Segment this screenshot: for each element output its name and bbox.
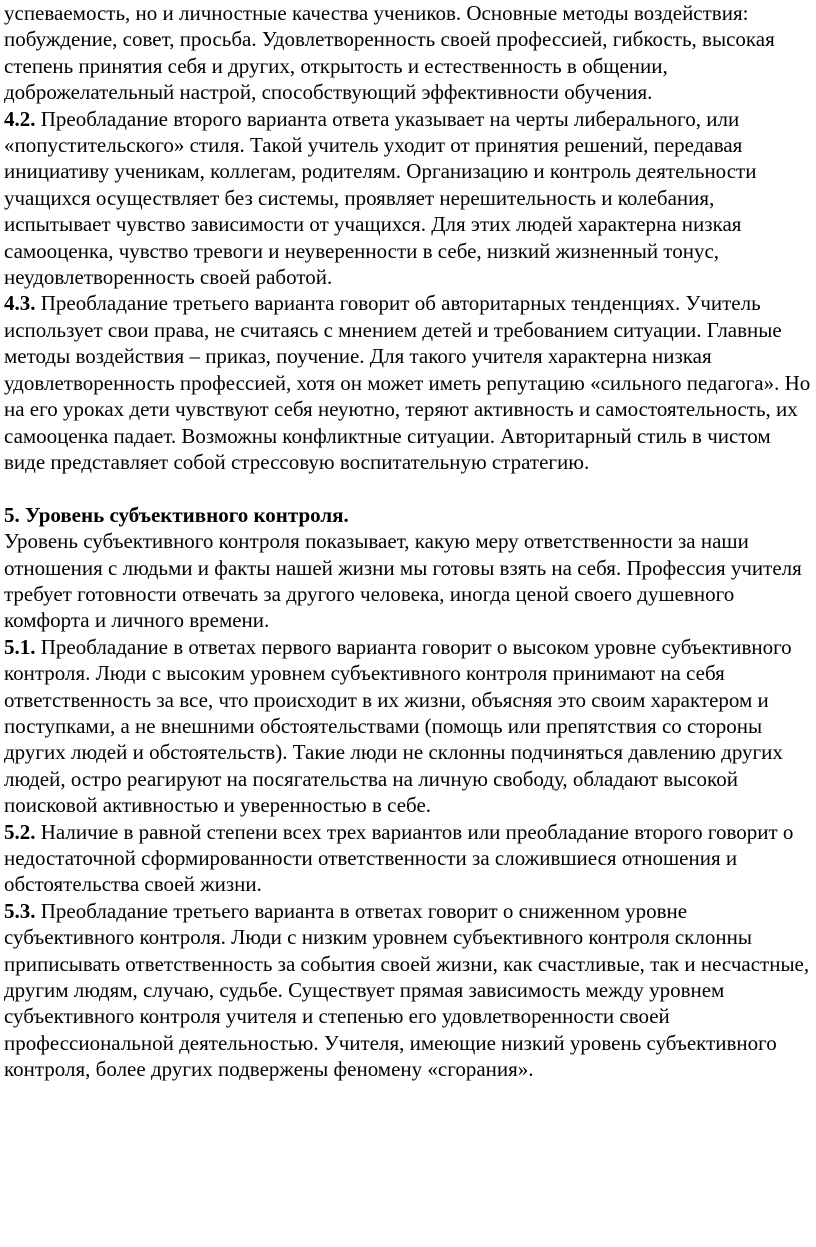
paragraph-intro-continuation: успеваемость, но и личностные качества учеников. Основные методы воздействия: побуждение, совет, просьба. Удовлетворенность своей профессией, гибкость, высокая степень принятия себя и других, открытость и естественность в общении, доброжелательный настрой, способствующий эффективности обучения. xyxy=(4,1,775,105)
paragraph-5-1 xyxy=(4,634,812,819)
section-spacer xyxy=(4,475,812,501)
section-heading-5: 5. Уровень субъективного контроля. xyxy=(4,502,349,527)
item-text-5-3: Преобладание третьего варианта в ответах говорит о сниженном уровне субъективного контроля. Люди с низким уровнем субъективного контроля склонны приписывать ответственность за события своей жизни, как счастливые, так и несчастные, другим людям, случаю, судьбе. Существует прямая зависимость между уровнем субъективного контроля учителя и степенью его удовлетворенности своей профессиональной деятельностью. Учителя, имеющие низкий уровень субъективного контроля, более других подвержены феномену «сгорания». xyxy=(4,898,810,1082)
paragraph-5-2 xyxy=(4,819,812,898)
item-number-5-1: 5.1. xyxy=(4,634,36,659)
item-number-5-2: 5.2. xyxy=(4,819,36,844)
item-text-5-1: Преобладание в ответах первого варианта говорит о высоком уровне субъективного контроля. Люди с высоким уровнем субъективного контроля принимают на себя ответственность за все, что происходит в их жизни, объясняя это своим характером и поступками, а не внешними обстоятельствами (помощь или препятствия со стороны других людей и обстоятельств). Такие люди не склонны подчиняться давлению других людей, остро реагируют на посягательства на личную свободу, обладают высокой поисковой активностью и уверенностью в себе. xyxy=(4,634,792,818)
paragraph-5-3 xyxy=(4,898,812,1083)
paragraph-5-intro: Уровень субъективного контроля показывает, какую меру ответственности за наши отношения с людьми и факты нашей жизни мы готовы взять на себя. Профессия учителя требует готовности отвечать за другого человека, иногда ценой своего душевного комфорта и личного времени. xyxy=(4,529,802,633)
paragraph-4-3 xyxy=(4,290,812,475)
item-number-4-2: 4.2. xyxy=(4,106,36,131)
item-number-5-3: 5.3. xyxy=(4,898,36,923)
paragraph-4-2 xyxy=(4,106,812,291)
item-text-5-2: Наличие в равной степени всех трех вариантов или преобладание второго говорит о недостаточной сформированности ответственности за сложившиеся отношения и обстоятельства своей жизни. xyxy=(4,819,794,897)
item-text-4-2: Преобладание второго варианта ответа указывает на черты либерального, или «попустительского» стиля. Такой учитель уходит от принятия решений, передавая инициативу ученикам, коллегам, родителям. Организацию и контроль деятельности учащихся осуществляет без системы, проявляет нерешительность и колебания, испытывает чувство зависимости от учащихся. Для этих людей характерна низкая самооценка, чувство тревоги и неуверенности в себе, низкий жизненный тонус, неудовлетворенность своей работой. xyxy=(4,106,757,290)
item-number-4-3: 4.3. xyxy=(4,291,36,316)
item-text-4-3: Преобладание третьего варианта говорит об авторитарных тенденциях. Учитель использует свои права, не считаясь с мнением детей и требованием ситуации. Главные методы воздействия – приказ, поучение. Для такого учителя характерна низкая удовлетворенность профессией, хотя он может иметь репутацию «сильного педагога». Но на его уроках дети чувствуют себя неуютно, теряют активность и самостоятельность, их самооценка падает. Возможны конфликтные ситуации. Авторитарный стиль в чистом виде представляет собой стрессовую воспитательную стратегию. xyxy=(4,291,811,474)
